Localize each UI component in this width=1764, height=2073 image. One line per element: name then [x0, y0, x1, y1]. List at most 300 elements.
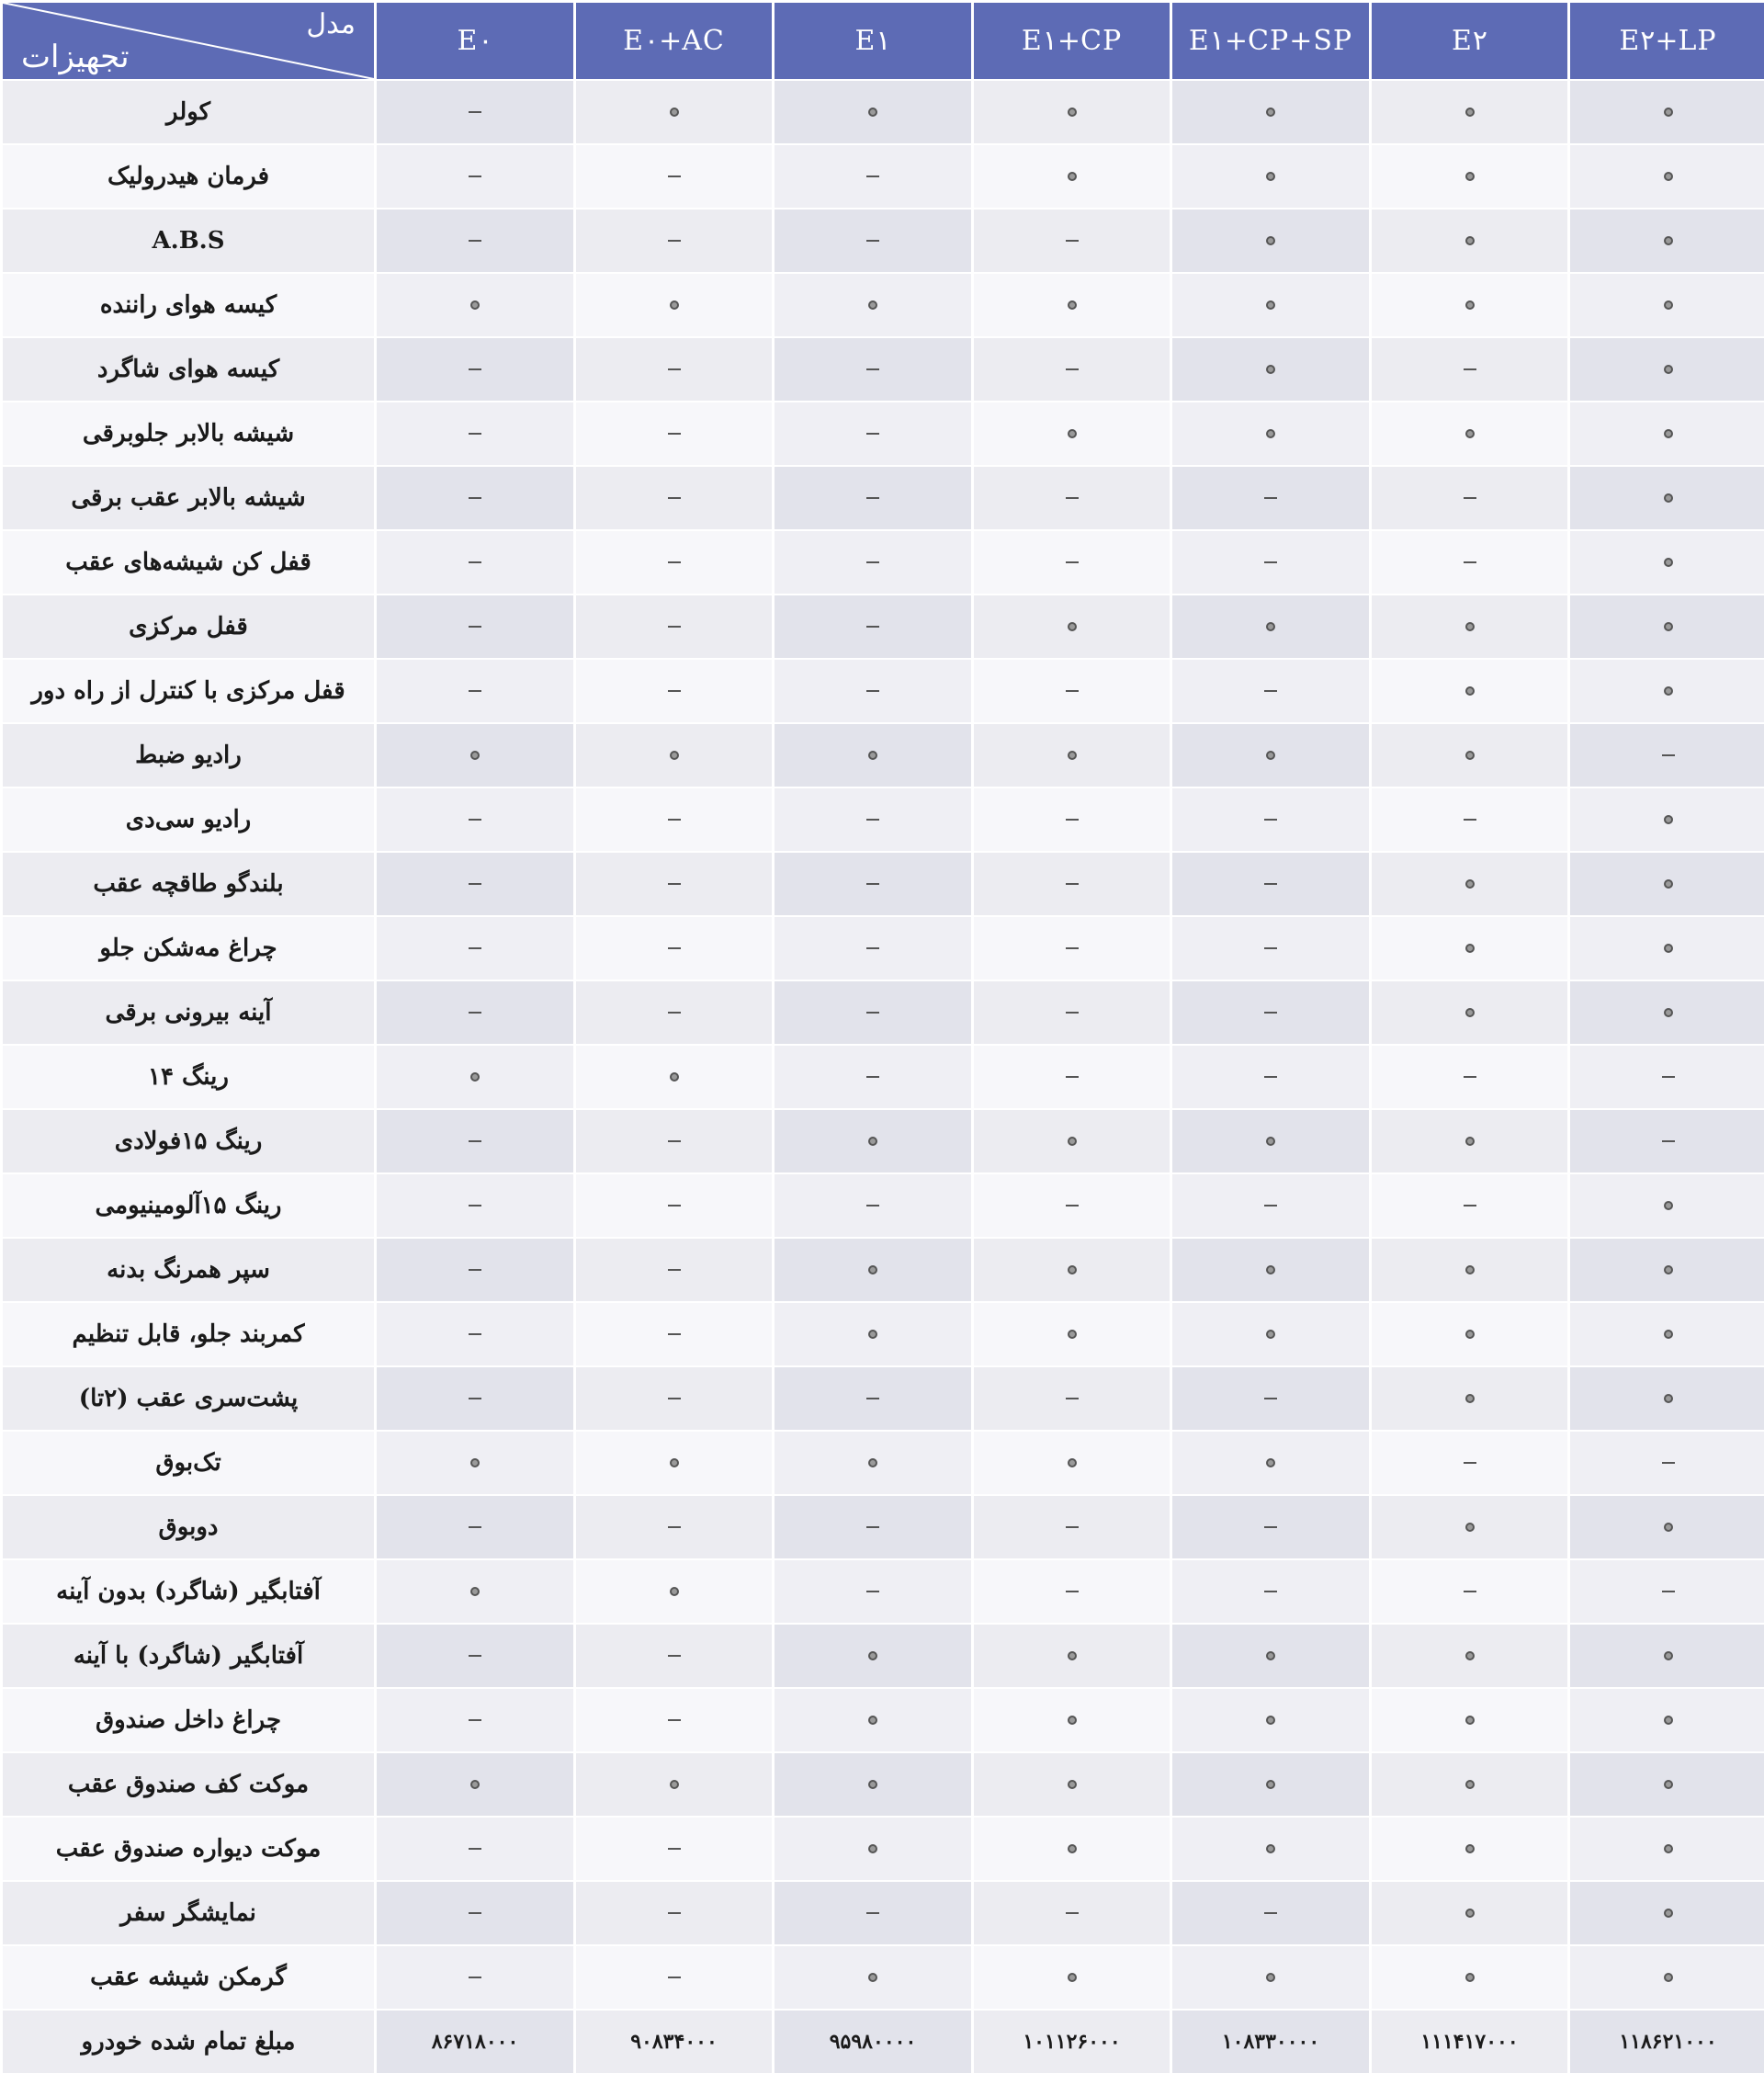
availability-cell [1172, 1946, 1369, 2009]
availability-cell [1372, 274, 1567, 336]
unavailable-dash-icon [469, 561, 481, 563]
available-dot-icon [1266, 429, 1275, 438]
available-dot-icon [1465, 1008, 1475, 1017]
availability-cell [576, 531, 772, 594]
feature-label: رینگ ۱۴ [3, 1046, 374, 1108]
available-dot-icon [670, 108, 679, 117]
unavailable-dash-icon [469, 240, 481, 242]
available-dot-icon [1465, 622, 1475, 631]
availability-cell [576, 1174, 772, 1237]
availability-cell [1372, 81, 1567, 143]
unavailable-dash-icon [469, 819, 481, 821]
availability-cell [377, 1496, 573, 1558]
availability-cell [1372, 467, 1567, 529]
availability-cell [1570, 1689, 1764, 1751]
availability-cell [974, 1625, 1170, 1687]
available-dot-icon [1664, 365, 1673, 374]
feature-label: گرمکن شیشه عقب [3, 1946, 374, 2009]
availability-cell [1570, 1239, 1764, 1301]
availability-cell [1372, 724, 1567, 787]
available-dot-icon [1266, 622, 1275, 631]
available-dot-icon [1068, 172, 1077, 181]
feature-label: موکت کف صندوق عقب [3, 1753, 374, 1816]
availability-cell [1372, 531, 1567, 594]
availability-cell [377, 274, 573, 336]
availability-cell [576, 1882, 772, 1944]
available-dot-icon [1068, 300, 1077, 310]
available-dot-icon [1664, 879, 1673, 889]
unavailable-dash-icon [866, 497, 879, 499]
unavailable-dash-icon [1066, 497, 1079, 499]
availability-cell [576, 1946, 772, 2009]
availability-cell [775, 788, 971, 851]
unavailable-dash-icon [1662, 1076, 1675, 1078]
availability-cell [377, 1560, 573, 1623]
availability-cell [576, 1496, 772, 1558]
availability-cell [377, 1110, 573, 1172]
unavailable-dash-icon [1264, 1526, 1277, 1528]
availability-cell [1372, 402, 1567, 465]
availability-cell [377, 1432, 573, 1494]
unavailable-dash-icon [866, 1012, 879, 1014]
availability-cell [1372, 788, 1567, 851]
availability-cell [576, 917, 772, 980]
available-dot-icon [1266, 1651, 1275, 1660]
available-dot-icon [1465, 944, 1475, 953]
availability-cell [576, 1753, 772, 1816]
unavailable-dash-icon [1264, 819, 1277, 821]
availability-cell [1372, 1689, 1567, 1751]
available-dot-icon [1664, 686, 1673, 696]
availability-cell [974, 402, 1170, 465]
unavailable-dash-icon [469, 368, 481, 370]
availability-cell [576, 1239, 772, 1301]
availability-cell [974, 788, 1170, 851]
unavailable-dash-icon [469, 1269, 481, 1271]
availability-cell [377, 1689, 573, 1751]
unavailable-dash-icon [668, 1719, 681, 1721]
availability-cell [1172, 724, 1369, 787]
available-dot-icon [1465, 300, 1475, 310]
availability-cell [576, 145, 772, 208]
availability-cell [1372, 145, 1567, 208]
availability-cell [775, 1367, 971, 1430]
unavailable-dash-icon [469, 433, 481, 435]
price-value: ۱۱۸۶۲۱۰۰۰ [1570, 2011, 1764, 2073]
unavailable-dash-icon [866, 240, 879, 242]
availability-cell [576, 1432, 772, 1494]
unavailable-dash-icon [1264, 883, 1277, 885]
availability-cell [1172, 1367, 1369, 1430]
availability-cell [576, 338, 772, 401]
availability-cell [1172, 1818, 1369, 1880]
available-dot-icon [1068, 751, 1077, 760]
feature-label: قفل مرکزی با کنترل از راه دور [3, 660, 374, 722]
price-value: ۹۵۹۸۰۰۰۰ [775, 2011, 971, 2073]
available-dot-icon [1664, 1909, 1673, 1918]
unavailable-dash-icon [1662, 1462, 1675, 1464]
availability-cell [377, 1882, 573, 1944]
available-dot-icon [868, 1973, 877, 1982]
availability-cell [1172, 338, 1369, 401]
available-dot-icon [1664, 108, 1673, 117]
availability-cell [775, 1174, 971, 1237]
unavailable-dash-icon [668, 1655, 681, 1657]
available-dot-icon [1465, 879, 1475, 889]
availability-cell [1172, 531, 1369, 594]
unavailable-dash-icon [668, 1398, 681, 1399]
unavailable-dash-icon [866, 1076, 879, 1078]
available-dot-icon [1465, 1716, 1475, 1725]
available-dot-icon [1068, 1137, 1077, 1146]
available-dot-icon [1266, 1780, 1275, 1789]
availability-cell [1570, 917, 1764, 980]
availability-cell [974, 467, 1170, 529]
available-dot-icon [1068, 1844, 1077, 1853]
available-dot-icon [670, 300, 679, 310]
availability-cell [377, 1367, 573, 1430]
feature-label: نمایشگر سفر [3, 1882, 374, 1944]
unavailable-dash-icon [668, 1269, 681, 1271]
available-dot-icon [1664, 300, 1673, 310]
availability-cell [974, 595, 1170, 658]
availability-cell [1570, 1560, 1764, 1623]
feature-label: کولر [3, 81, 374, 143]
availability-cell [775, 1110, 971, 1172]
unavailable-dash-icon [469, 1526, 481, 1528]
availability-cell [377, 531, 573, 594]
availability-cell [974, 210, 1170, 272]
available-dot-icon [1266, 1137, 1275, 1146]
available-dot-icon [1664, 1201, 1673, 1210]
equipment-table [3, 3, 1761, 2054]
availability-cell [775, 1303, 971, 1365]
availability-cell [1570, 853, 1764, 915]
unavailable-dash-icon [1264, 1205, 1277, 1206]
available-dot-icon [1465, 1780, 1475, 1789]
availability-cell [377, 917, 573, 980]
unavailable-dash-icon [1066, 1076, 1079, 1078]
available-dot-icon [868, 108, 877, 117]
unavailable-dash-icon [1066, 1912, 1079, 1914]
available-dot-icon [1664, 1394, 1673, 1403]
feature-label: رادیو ضبط [3, 724, 374, 787]
available-dot-icon [1664, 1330, 1673, 1339]
availability-cell [377, 595, 573, 658]
availability-cell [1172, 467, 1369, 529]
available-dot-icon [1465, 1137, 1475, 1146]
available-dot-icon [1664, 236, 1673, 245]
availability-cell [1172, 1239, 1369, 1301]
availability-cell [576, 1689, 772, 1751]
availability-cell [1172, 1110, 1369, 1172]
unavailable-dash-icon [1662, 754, 1675, 756]
availability-cell [1372, 917, 1567, 980]
availability-cell [377, 1818, 573, 1880]
availability-cell [974, 1946, 1170, 2009]
available-dot-icon [1266, 236, 1275, 245]
unavailable-dash-icon [1066, 1398, 1079, 1399]
availability-cell [775, 595, 971, 658]
feature-label: کمربند جلو، قابل تنظیم [3, 1303, 374, 1365]
availability-cell [1570, 1753, 1764, 1816]
availability-cell [1372, 595, 1567, 658]
feature-label: رینگ ۱۵آلومینیومی [3, 1174, 374, 1237]
availability-cell [377, 788, 573, 851]
availability-cell [1570, 1882, 1764, 1944]
price-value: ۱۰۱۱۲۶۰۰۰ [974, 2011, 1170, 2073]
available-dot-icon [1664, 429, 1673, 438]
availability-cell [576, 1560, 772, 1623]
header-model-4: E۱+CP+SP [1172, 3, 1369, 79]
feature-label: فرمان هیدرولیک [3, 145, 374, 208]
availability-cell [377, 467, 573, 529]
availability-cell [974, 660, 1170, 722]
available-dot-icon [1465, 172, 1475, 181]
unavailable-dash-icon [1066, 883, 1079, 885]
availability-cell [775, 1818, 971, 1880]
available-dot-icon [1664, 1523, 1673, 1532]
price-label: مبلغ تمام شده خودرو [3, 2011, 374, 2073]
availability-cell [377, 1239, 573, 1301]
unavailable-dash-icon [469, 690, 481, 692]
availability-cell [1570, 145, 1764, 208]
available-dot-icon [1465, 236, 1475, 245]
availability-cell [1372, 1625, 1567, 1687]
available-dot-icon [868, 751, 877, 760]
availability-cell [775, 210, 971, 272]
available-dot-icon [868, 1844, 877, 1853]
unavailable-dash-icon [469, 1977, 481, 1978]
availability-cell [1570, 1818, 1764, 1880]
availability-cell [576, 660, 772, 722]
available-dot-icon [1266, 365, 1275, 374]
available-dot-icon [1266, 1973, 1275, 1982]
availability-cell [775, 917, 971, 980]
availability-cell [1570, 1046, 1764, 1108]
availability-cell [775, 1625, 971, 1687]
available-dot-icon [1465, 1651, 1475, 1660]
availability-cell [1372, 981, 1567, 1044]
unavailable-dash-icon [866, 561, 879, 563]
availability-cell [1172, 145, 1369, 208]
availability-cell [974, 1303, 1170, 1365]
available-dot-icon [1266, 1330, 1275, 1339]
available-dot-icon [670, 1458, 679, 1467]
unavailable-dash-icon [866, 1205, 879, 1206]
availability-cell [775, 145, 971, 208]
unavailable-dash-icon [668, 240, 681, 242]
availability-cell [974, 917, 1170, 980]
availability-cell [377, 1625, 573, 1687]
available-dot-icon [470, 300, 480, 310]
unavailable-dash-icon [1264, 1912, 1277, 1914]
header-model-1: E۰+AC [576, 3, 772, 79]
available-dot-icon [1068, 622, 1077, 631]
price-value: ۸۶۷۱۸۰۰۰ [377, 2011, 573, 2073]
availability-cell [1372, 1882, 1567, 1944]
availability-cell [1372, 1239, 1567, 1301]
feature-label: آفتابگیر (شاگرد) بدون آینه [3, 1560, 374, 1623]
availability-cell [1570, 1496, 1764, 1558]
unavailable-dash-icon [1264, 1398, 1277, 1399]
available-dot-icon [868, 1330, 877, 1339]
unavailable-dash-icon [668, 433, 681, 435]
available-dot-icon [470, 1072, 480, 1082]
availability-cell [1172, 1882, 1369, 1944]
availability-cell [576, 1303, 772, 1365]
availability-cell [576, 1110, 772, 1172]
available-dot-icon [868, 1458, 877, 1467]
availability-cell [1372, 853, 1567, 915]
availability-cell [775, 467, 971, 529]
availability-cell [974, 1110, 1170, 1172]
availability-cell [576, 402, 772, 465]
availability-cell [974, 1046, 1170, 1108]
unavailable-dash-icon [668, 1526, 681, 1528]
availability-cell [1172, 402, 1369, 465]
unavailable-dash-icon [1066, 690, 1079, 692]
header-model-6: E۲+LP [1570, 3, 1764, 79]
available-dot-icon [670, 751, 679, 760]
unavailable-dash-icon [1264, 561, 1277, 563]
availability-cell [1172, 595, 1369, 658]
availability-cell [974, 1560, 1170, 1623]
available-dot-icon [1664, 558, 1673, 567]
unavailable-dash-icon [1662, 1140, 1675, 1142]
available-dot-icon [1664, 1265, 1673, 1274]
availability-cell [775, 1239, 971, 1301]
available-dot-icon [1068, 1330, 1077, 1339]
availability-cell [775, 531, 971, 594]
available-dot-icon [1465, 1909, 1475, 1918]
available-dot-icon [1465, 1844, 1475, 1853]
feature-label: سپر همرنگ بدنه [3, 1239, 374, 1301]
availability-cell [775, 1689, 971, 1751]
available-dot-icon [1068, 1458, 1077, 1467]
available-dot-icon [1465, 108, 1475, 117]
price-value: ۱۰۸۳۳۰۰۰۰ [1172, 2011, 1369, 2073]
unavailable-dash-icon [1264, 947, 1277, 949]
available-dot-icon [1266, 1458, 1275, 1467]
availability-cell [1172, 981, 1369, 1044]
availability-cell [1372, 1046, 1567, 1108]
available-dot-icon [1068, 1780, 1077, 1789]
unavailable-dash-icon [1464, 368, 1476, 370]
availability-cell [1570, 467, 1764, 529]
unavailable-dash-icon [1464, 1205, 1476, 1206]
availability-cell [1172, 1625, 1369, 1687]
price-value: ۱۱۱۴۱۷۰۰۰ [1372, 2011, 1567, 2073]
availability-cell [974, 531, 1170, 594]
availability-cell [1372, 338, 1567, 401]
unavailable-dash-icon [1662, 1591, 1675, 1592]
feature-label: پشت‌سری عقب (۲تا) [3, 1367, 374, 1430]
feature-label: آفتابگیر (شاگرد) با آینه [3, 1625, 374, 1687]
availability-cell [377, 724, 573, 787]
unavailable-dash-icon [469, 883, 481, 885]
unavailable-dash-icon [1066, 819, 1079, 821]
unavailable-dash-icon [1066, 240, 1079, 242]
available-dot-icon [868, 1265, 877, 1274]
unavailable-dash-icon [1464, 1591, 1476, 1592]
availability-cell [377, 210, 573, 272]
unavailable-dash-icon [866, 690, 879, 692]
unavailable-dash-icon [1264, 497, 1277, 499]
header-model-2: E۱ [775, 3, 971, 79]
availability-cell [1570, 1303, 1764, 1365]
availability-cell [1372, 1560, 1567, 1623]
availability-cell [1172, 917, 1369, 980]
available-dot-icon [1664, 622, 1673, 631]
available-dot-icon [1266, 172, 1275, 181]
availability-cell [1172, 1753, 1369, 1816]
available-dot-icon [868, 1137, 877, 1146]
availability-cell [974, 724, 1170, 787]
unavailable-dash-icon [469, 626, 481, 628]
available-dot-icon [1266, 300, 1275, 310]
available-dot-icon [1465, 1394, 1475, 1403]
availability-cell [1172, 210, 1369, 272]
availability-cell [974, 81, 1170, 143]
unavailable-dash-icon [866, 1591, 879, 1592]
available-dot-icon [1068, 429, 1077, 438]
availability-cell [1372, 210, 1567, 272]
unavailable-dash-icon [866, 819, 879, 821]
availability-cell [1372, 660, 1567, 722]
availability-cell [1372, 1174, 1567, 1237]
availability-cell [1570, 210, 1764, 272]
available-dot-icon [670, 1587, 679, 1596]
unavailable-dash-icon [469, 1398, 481, 1399]
feature-label: قفل مرکزی [3, 595, 374, 658]
availability-cell [576, 788, 772, 851]
unavailable-dash-icon [668, 947, 681, 949]
available-dot-icon [1068, 1973, 1077, 1982]
unavailable-dash-icon [1464, 819, 1476, 821]
unavailable-dash-icon [668, 497, 681, 499]
available-dot-icon [1068, 1716, 1077, 1725]
corner-model-label: مدل [306, 8, 356, 40]
availability-cell [1172, 853, 1369, 915]
availability-cell [1570, 724, 1764, 787]
available-dot-icon [1664, 493, 1673, 503]
availability-cell [1570, 274, 1764, 336]
feature-label: کیسه هوای راننده [3, 274, 374, 336]
availability-cell [1570, 1367, 1764, 1430]
available-dot-icon [470, 751, 480, 760]
available-dot-icon [470, 1458, 480, 1467]
availability-cell [775, 1496, 971, 1558]
unavailable-dash-icon [1066, 1205, 1079, 1206]
availability-cell [377, 981, 573, 1044]
unavailable-dash-icon [1264, 1012, 1277, 1014]
unavailable-dash-icon [668, 1205, 681, 1206]
availability-cell [1570, 81, 1764, 143]
unavailable-dash-icon [469, 111, 481, 113]
available-dot-icon [868, 1716, 877, 1725]
availability-cell [1570, 338, 1764, 401]
unavailable-dash-icon [469, 1655, 481, 1657]
unavailable-dash-icon [469, 1205, 481, 1206]
available-dot-icon [1266, 751, 1275, 760]
availability-cell [775, 1946, 971, 2009]
availability-cell [377, 338, 573, 401]
available-dot-icon [670, 1072, 679, 1082]
unavailable-dash-icon [866, 176, 879, 177]
available-dot-icon [868, 300, 877, 310]
unavailable-dash-icon [1464, 561, 1476, 563]
